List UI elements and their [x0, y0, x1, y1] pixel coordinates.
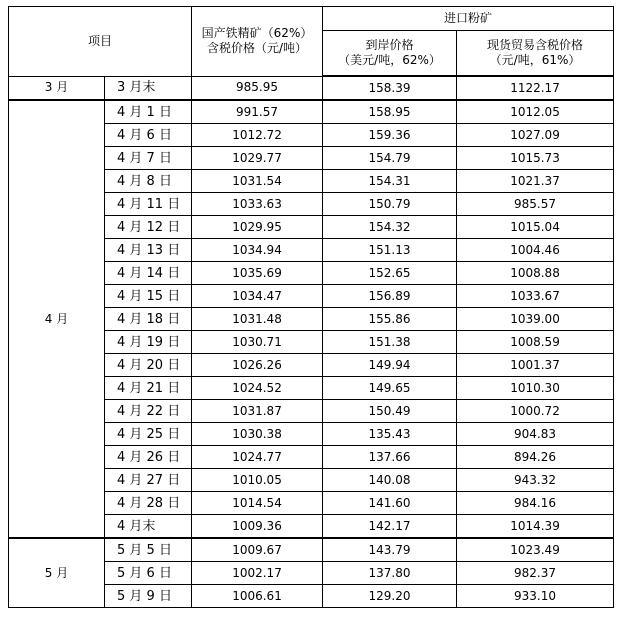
date-cell: 4 月 12 日 [105, 216, 192, 239]
header-spot-price [457, 31, 614, 77]
date-cell: 4 月 19 日 [105, 331, 192, 354]
domestic-price-cell: 1031.87 [192, 400, 323, 423]
domestic-price-cell: 1009.36 [192, 515, 323, 539]
table-row [9, 100, 614, 124]
date-cell: 5 月 5 日 [105, 538, 192, 562]
domestic-price-cell: 1034.47 [192, 285, 323, 308]
landed-price-cell: 158.95 [323, 100, 457, 124]
header-domestic-line2: 含税价格（元/吨） [206, 41, 308, 56]
spot-price-cell: 984.16 [457, 492, 614, 515]
table-row [9, 76, 614, 100]
header-spot-line2: （元/吨，61%） [489, 53, 581, 67]
spot-price-cell: 1004.46 [457, 239, 614, 262]
date-cell: 4 月 1 日 [105, 100, 192, 124]
month-cell: 3 月 [9, 76, 105, 100]
spot-price-cell: 982.37 [457, 562, 614, 585]
spot-price-cell: 1122.17 [457, 76, 614, 100]
domestic-price-cell: 1002.17 [192, 562, 323, 585]
domestic-price-cell: 1035.69 [192, 262, 323, 285]
landed-price-cell: 141.60 [323, 492, 457, 515]
date-cell: 5 月 9 日 [105, 585, 192, 608]
landed-price-cell: 137.66 [323, 446, 457, 469]
landed-price-cell: 150.49 [323, 400, 457, 423]
landed-price-cell: 140.08 [323, 469, 457, 492]
spot-price-cell: 894.26 [457, 446, 614, 469]
landed-price-cell: 152.65 [323, 262, 457, 285]
date-cell: 4 月 21 日 [105, 377, 192, 400]
spot-price-cell: 1015.73 [457, 147, 614, 170]
date-cell: 4 月 26 日 [105, 446, 192, 469]
domestic-price-cell: 1006.61 [192, 585, 323, 608]
date-cell: 4 月 15 日 [105, 285, 192, 308]
landed-price-cell: 155.86 [323, 308, 457, 331]
header-landed-line1: 到岸价格 [365, 38, 414, 52]
header-import-group: 进口粉矿 [323, 7, 614, 31]
date-cell: 4 月 7 日 [105, 147, 192, 170]
domestic-price-cell: 1029.95 [192, 216, 323, 239]
landed-price-cell: 159.36 [323, 124, 457, 147]
spot-price-cell: 1039.00 [457, 308, 614, 331]
landed-price-cell: 137.80 [323, 562, 457, 585]
domestic-price-cell: 1031.48 [192, 308, 323, 331]
domestic-price-cell: 1026.26 [192, 354, 323, 377]
domestic-price-cell: 985.95 [192, 76, 323, 100]
header-domestic-price [192, 7, 323, 77]
landed-price-cell: 151.38 [323, 331, 457, 354]
date-cell: 4 月 25 日 [105, 423, 192, 446]
landed-price-cell: 149.94 [323, 354, 457, 377]
landed-price-cell: 158.39 [323, 76, 457, 100]
domestic-price-cell: 1009.67 [192, 538, 323, 562]
spot-price-cell: 904.83 [457, 423, 614, 446]
spot-price-cell: 1021.37 [457, 170, 614, 193]
spot-price-cell: 985.57 [457, 193, 614, 216]
header-item: 项目 [9, 7, 192, 77]
domestic-price-cell: 1034.94 [192, 239, 323, 262]
date-cell: 4 月 22 日 [105, 400, 192, 423]
date-cell: 4 月 11 日 [105, 193, 192, 216]
domestic-price-cell: 1030.71 [192, 331, 323, 354]
domestic-price-cell: 1014.54 [192, 492, 323, 515]
spot-price-cell: 1014.39 [457, 515, 614, 539]
spot-price-cell: 1023.49 [457, 538, 614, 562]
date-cell: 4 月 18 日 [105, 308, 192, 331]
spot-price-cell: 1008.59 [457, 331, 614, 354]
iron-ore-price-table [8, 6, 614, 608]
date-cell: 4 月 27 日 [105, 469, 192, 492]
spot-price-cell: 1000.72 [457, 400, 614, 423]
landed-price-cell: 150.79 [323, 193, 457, 216]
landed-price-cell: 154.31 [323, 170, 457, 193]
date-cell: 3 月末 [105, 76, 192, 100]
domestic-price-cell: 1010.05 [192, 469, 323, 492]
landed-price-cell: 156.89 [323, 285, 457, 308]
date-cell: 4 月 14 日 [105, 262, 192, 285]
domestic-price-cell: 1031.54 [192, 170, 323, 193]
spot-price-cell: 1033.67 [457, 285, 614, 308]
date-cell: 4 月末 [105, 515, 192, 539]
header-domestic-line1: 国产铁精矿（62%） [201, 26, 313, 41]
spot-price-cell: 1001.37 [457, 354, 614, 377]
spot-price-cell: 933.10 [457, 585, 614, 608]
spot-price-cell: 943.32 [457, 469, 614, 492]
landed-price-cell: 143.79 [323, 538, 457, 562]
date-cell: 4 月 6 日 [105, 124, 192, 147]
domestic-price-cell: 1033.63 [192, 193, 323, 216]
domestic-price-cell: 1012.72 [192, 124, 323, 147]
landed-price-cell: 135.43 [323, 423, 457, 446]
landed-price-cell: 154.79 [323, 147, 457, 170]
date-cell: 4 月 8 日 [105, 170, 192, 193]
month-cell: 4 月 [9, 100, 105, 538]
domestic-price-cell: 1024.52 [192, 377, 323, 400]
date-cell: 5 月 6 日 [105, 562, 192, 585]
date-cell: 4 月 13 日 [105, 239, 192, 262]
domestic-price-cell: 1030.38 [192, 423, 323, 446]
header-landed-line2: （美元/吨，62%） [338, 53, 441, 67]
table-row [9, 538, 614, 562]
spot-price-cell: 1008.88 [457, 262, 614, 285]
landed-price-cell: 142.17 [323, 515, 457, 539]
month-cell: 5 月 [9, 538, 105, 608]
landed-price-cell: 129.20 [323, 585, 457, 608]
date-cell: 4 月 20 日 [105, 354, 192, 377]
landed-price-cell: 154.32 [323, 216, 457, 239]
spot-price-cell: 1027.09 [457, 124, 614, 147]
domestic-price-cell: 1029.77 [192, 147, 323, 170]
spot-price-cell: 1012.05 [457, 100, 614, 124]
table-body [9, 76, 614, 608]
header-landed-price [323, 31, 457, 77]
header-spot-line1: 现货贸易含税价格 [487, 38, 584, 52]
date-cell: 4 月 28 日 [105, 492, 192, 515]
landed-price-cell: 151.13 [323, 239, 457, 262]
domestic-price-cell: 1024.77 [192, 446, 323, 469]
spot-price-cell: 1015.04 [457, 216, 614, 239]
domestic-price-cell: 991.57 [192, 100, 323, 124]
spot-price-cell: 1010.30 [457, 377, 614, 400]
landed-price-cell: 149.65 [323, 377, 457, 400]
